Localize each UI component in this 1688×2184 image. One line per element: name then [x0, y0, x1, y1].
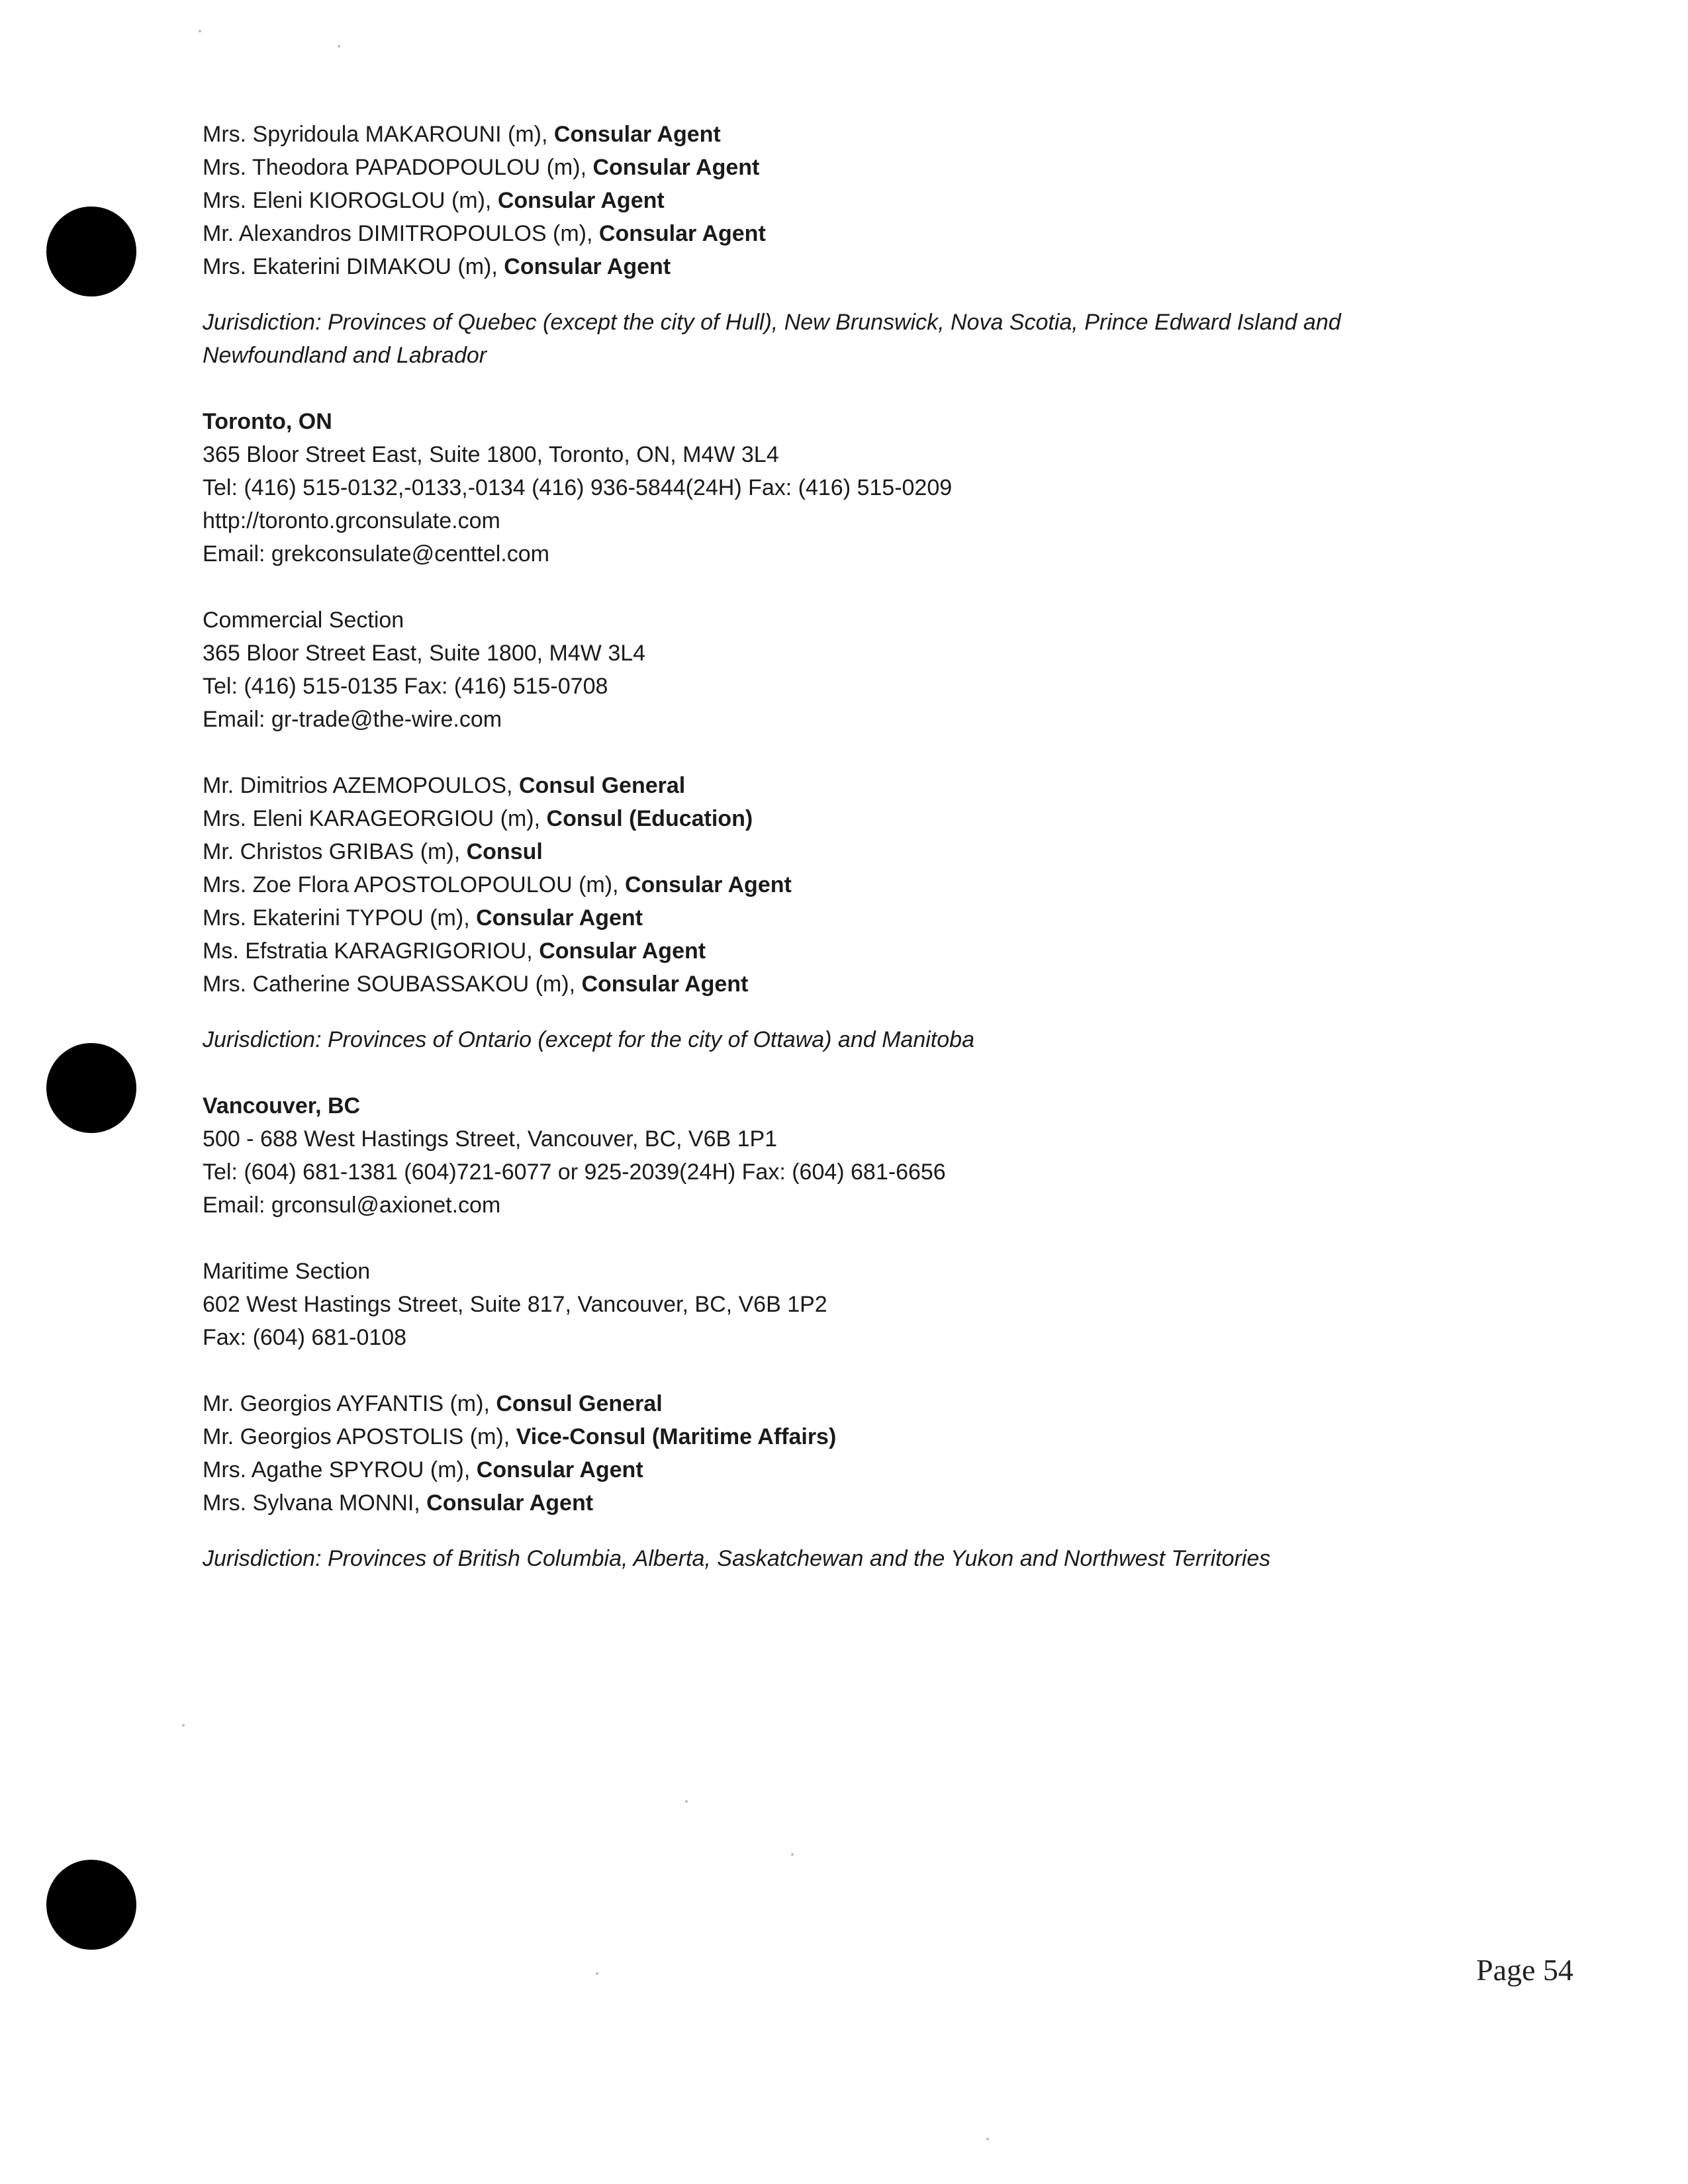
binder-hole	[46, 206, 136, 296]
scan-speck	[338, 45, 340, 48]
page-number: Page 54	[1476, 1953, 1573, 1987]
section-heading: Maritime Section	[203, 1259, 371, 1284]
office-phone: Tel: (416) 515-0132,-0133,-0134 (416) 936-5844(24H) Fax: (416) 515-0209	[203, 475, 953, 500]
office-heading: Vancouver, BC	[203, 1093, 361, 1118]
staff-entry: Mrs. Spyridoula MAKAROUNI (m), Consular Agent	[203, 122, 721, 147]
staff-entry: Mrs. Eleni KARAGEORGIOU (m), Consul (Education)	[203, 806, 753, 831]
office-heading: Toronto, ON	[203, 409, 332, 434]
office-address: 500 - 688 West Hastings Street, Vancouver, BC, V6B 1P1	[203, 1126, 778, 1152]
staff-entry: Mrs. Eleni KIOROGLOU (m), Consular Agent	[203, 188, 665, 213]
staff-entry: Mrs. Catherine SOUBASSAKOU (m), Consular Agent	[203, 972, 749, 997]
staff-entry: Mr. Christos GRIBAS (m), Consul	[203, 839, 543, 864]
scan-speck	[986, 2138, 989, 2140]
office-email: Email: grekconsulate@centtel.com	[203, 541, 549, 567]
office-email: Email: grconsul@axionet.com	[203, 1193, 501, 1218]
scan-speck	[596, 1972, 598, 1975]
office-address: 365 Bloor Street East, Suite 1800, Toronto, ON, M4W 3L4	[203, 442, 779, 467]
jurisdiction-note: Jurisdiction: Provinces of British Columbia, Alberta, Saskatchewan and the Yukon and Northwest Territories	[203, 1546, 1271, 1571]
staff-entry: Mr. Dimitrios AZEMOPOULOS, Consul General	[203, 773, 686, 798]
office-website: http://toronto.grconsulate.com	[203, 508, 500, 533]
jurisdiction-note: Jurisdiction: Provinces of Quebec (except the city of Hull), New Brunswick, Nova Scotia, Prince Edward Island and Newfoundland and Labrador	[203, 310, 1341, 368]
staff-entry: Mr. Georgios AYFANTIS (m), Consul General	[203, 1391, 663, 1416]
scan-speck	[791, 1853, 794, 1856]
staff-entry: Mrs. Zoe Flora APOSTOLOPOULOU (m), Consular Agent	[203, 872, 792, 897]
document-body	[203, 118, 1526, 1575]
jurisdiction-note: Jurisdiction: Provinces of Ontario (except for the city of Ottawa) and Manitoba	[203, 1027, 974, 1052]
office-phone: Tel: (604) 681-1381 (604)721-6077 or 925-2039(24H) Fax: (604) 681-6656	[203, 1160, 946, 1185]
binder-hole	[46, 1043, 136, 1133]
staff-entry: Mr. Alexandros DIMITROPOULOS (m), Consular Agent	[203, 221, 766, 246]
staff-entry: Mrs. Agathe SPYROU (m), Consular Agent	[203, 1457, 643, 1482]
staff-list	[203, 769, 1526, 1001]
section-email: Email: gr-trade@the-wire.com	[203, 707, 502, 732]
section-heading: Commercial Section	[203, 608, 404, 633]
scan-speck	[685, 1800, 688, 1803]
staff-entry: Mrs. Sylvana MONNI, Consular Agent	[203, 1490, 594, 1516]
staff-list	[203, 1387, 1526, 1520]
scan-speck	[182, 1724, 185, 1727]
scan-speck	[199, 30, 201, 32]
staff-entry: Ms. Efstratia KARAGRIGORIOU, Consular Agent	[203, 938, 706, 964]
section-address: 602 West Hastings Street, Suite 817, Vancouver, BC, V6B 1P2	[203, 1292, 827, 1317]
staff-entry: Mrs. Theodora PAPADOPOULOU (m), Consular Agent	[203, 155, 760, 180]
section-fax: Fax: (604) 681-0108	[203, 1325, 407, 1350]
section-address: 365 Bloor Street East, Suite 1800, M4W 3L4	[203, 641, 646, 666]
staff-list	[203, 118, 1526, 283]
section-phone: Tel: (416) 515-0135 Fax: (416) 515-0708	[203, 674, 608, 699]
binder-hole	[46, 1860, 136, 1950]
staff-entry: Mr. Georgios APOSTOLIS (m), Vice-Consul (Maritime Affairs)	[203, 1424, 837, 1449]
staff-entry: Mrs. Ekaterini TYPOU (m), Consular Agent	[203, 905, 643, 931]
staff-entry: Mrs. Ekaterini DIMAKOU (m), Consular Agent	[203, 254, 671, 279]
